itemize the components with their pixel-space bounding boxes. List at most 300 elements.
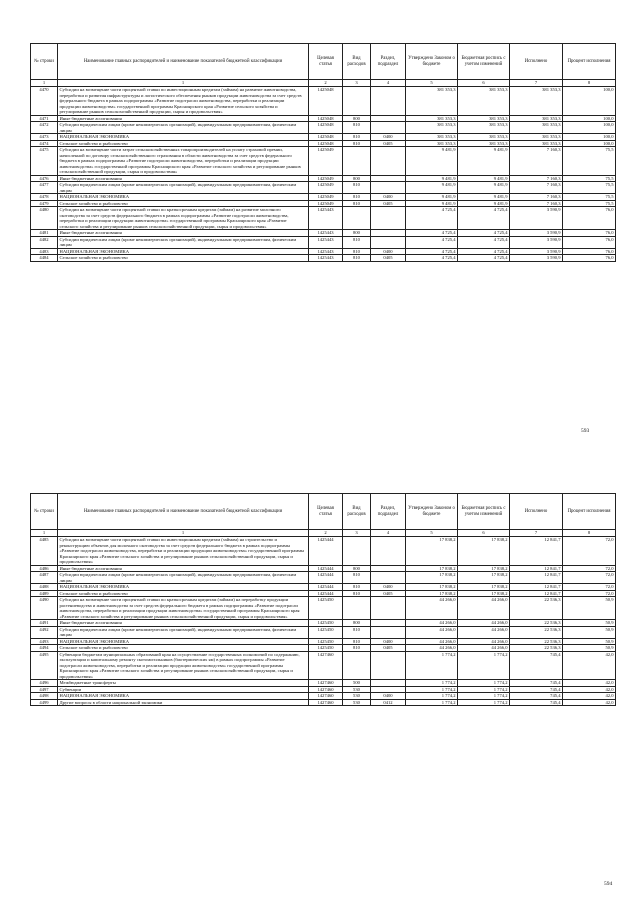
row-section: 0400 (371, 194, 406, 201)
row-budget: 381 353,3 (458, 87, 510, 116)
row-budget: 44 266,0 (458, 645, 510, 652)
row-name: Субсидии юридическим лицам (кроме некоммерческих организаций), индивидуальным предпринимателям, физическим лицам (58, 182, 309, 194)
table-row (31, 572, 616, 584)
row-number: 4497 (31, 686, 58, 693)
row-name: Иные бюджетные ассигнования (58, 115, 309, 122)
row-expense-type: 530 (343, 693, 371, 700)
row-name: Межбюджетные трансферты (58, 680, 309, 687)
row-approved: 17 838,2 (406, 590, 458, 597)
row-percent: 50,9 (563, 626, 616, 638)
row-budget: 44 266,0 (458, 597, 510, 620)
row-name: Сельское хозяйство и рыболовство (58, 645, 309, 652)
row-executed: 7 160,3 (510, 182, 563, 194)
row-percent: 76,0 (563, 236, 616, 248)
row-percent: 50,9 (563, 645, 616, 652)
row-target-article: 1425048 (309, 87, 343, 116)
row-section (371, 182, 406, 194)
row-section: 0405 (371, 255, 406, 262)
row-percent: 75,5 (563, 182, 616, 194)
row-target-article: 1425450 (309, 645, 343, 652)
row-percent: 50,9 (563, 620, 616, 627)
row-percent: 42,0 (563, 680, 616, 687)
row-expense-type: 810 (343, 255, 371, 262)
row-executed: 3 590,9 (510, 230, 563, 237)
row-budget: 381 353,3 (458, 134, 510, 141)
row-target-article: 1425048 (309, 122, 343, 134)
row-target-article: 1425049 (309, 147, 343, 176)
row-target-article: 1425048 (309, 115, 343, 122)
row-budget: 1 774,2 (458, 680, 510, 687)
row-name: НАЦИОНАЛЬНАЯ ЭКОНОМИКА (58, 134, 309, 141)
row-expense-type (343, 537, 371, 566)
header-approved: Утверждено Законом о бюджете (406, 44, 458, 80)
row-percent: 42,0 (563, 651, 616, 680)
row-number: 4475 (31, 147, 58, 176)
row-approved: 4 725,4 (406, 236, 458, 248)
row-section: 0400 (371, 638, 406, 645)
row-number: 4479 (31, 200, 58, 207)
row-approved: 44 266,0 (406, 638, 458, 645)
row-name: Субсидии юридическим лицам (кроме некоммерческих организаций), индивидуальным предпринимателям, физическим лицам (58, 572, 309, 584)
row-number: 4493 (31, 638, 58, 645)
table-row (31, 147, 616, 176)
row-section (371, 626, 406, 638)
row-number: 4474 (31, 140, 58, 147)
row-number: 4483 (31, 248, 58, 255)
row-section: 0412 (371, 699, 406, 706)
row-target-article: 1425443 (309, 236, 343, 248)
row-approved: 381 353,3 (406, 140, 458, 147)
header-num: № строки (31, 494, 58, 530)
row-percent: 42,0 (563, 686, 616, 693)
row-expense-type: 810 (343, 584, 371, 591)
row-number: 4484 (31, 255, 58, 262)
row-approved: 9 481,9 (406, 175, 458, 182)
header-budget: Бюджетная роспись с учетом изменений (458, 494, 510, 530)
row-executed: 12 841,7 (510, 584, 563, 591)
row-expense-type: 810 (343, 248, 371, 255)
row-number: 4495 (31, 651, 58, 680)
row-section: 0405 (371, 590, 406, 597)
row-budget: 1 774,2 (458, 693, 510, 700)
row-budget: 381 353,3 (458, 115, 510, 122)
row-expense-type: 800 (343, 175, 371, 182)
col-index: 8 (563, 80, 616, 87)
table-header-row (31, 44, 616, 80)
row-percent: 75,5 (563, 200, 616, 207)
row-name: Иные бюджетные ассигнования (58, 620, 309, 627)
row-budget: 9 481,9 (458, 147, 510, 176)
row-section (371, 597, 406, 620)
row-expense-type (343, 207, 371, 230)
row-expense-type: 810 (343, 638, 371, 645)
header-target: Целевая статья (309, 44, 343, 80)
row-number: 4496 (31, 680, 58, 687)
row-percent: 76,0 (563, 255, 616, 262)
row-name: Сельское хозяйство и рыболовство (58, 590, 309, 597)
header-target: Целевая статья (309, 494, 343, 530)
row-number: 4499 (31, 699, 58, 706)
row-name: НАЦИОНАЛЬНАЯ ЭКОНОМИКА (58, 693, 309, 700)
row-target-article: 1425049 (309, 175, 343, 182)
row-approved: 1 774,2 (406, 651, 458, 680)
col-index: 5 (406, 530, 458, 537)
header-section: Раздел, подраздел (371, 44, 406, 80)
col-index: 7 (510, 80, 563, 87)
row-expense-type: 810 (343, 236, 371, 248)
col-index: 1 (58, 80, 309, 87)
table-row (31, 626, 616, 638)
row-budget: 4 725,4 (458, 248, 510, 255)
row-section (371, 207, 406, 230)
row-target-article: 1427460 (309, 693, 343, 700)
table-row (31, 537, 616, 566)
col-index: 5 (406, 80, 458, 87)
row-target-article: 1425444 (309, 537, 343, 566)
row-budget: 9 481,9 (458, 182, 510, 194)
row-budget: 9 481,9 (458, 194, 510, 201)
budget-table-page-593 (30, 43, 616, 262)
row-executed: 22 536,3 (510, 597, 563, 620)
row-percent: 100,0 (563, 134, 616, 141)
row-executed: 12 841,7 (510, 565, 563, 572)
row-budget: 4 725,4 (458, 255, 510, 262)
row-executed: 7 160,3 (510, 200, 563, 207)
header-executed: Исполнено (510, 494, 563, 530)
row-percent: 75,5 (563, 194, 616, 201)
table-row (31, 236, 616, 248)
row-executed: 381 353,3 (510, 115, 563, 122)
col-index: 4 (371, 530, 406, 537)
header-name: Наименование главных распорядителей и наименование показателей бюджетной классификации (58, 494, 309, 530)
row-executed: 7 160,3 (510, 194, 563, 201)
row-approved: 17 838,2 (406, 537, 458, 566)
row-percent: 76,0 (563, 207, 616, 230)
row-percent: 72,0 (563, 565, 616, 572)
row-number: 4494 (31, 645, 58, 652)
row-number: 4485 (31, 537, 58, 566)
row-budget: 9 481,9 (458, 175, 510, 182)
row-section: 0400 (371, 248, 406, 255)
header-budget: Бюджетная роспись с учетом изменений (458, 44, 510, 80)
row-executed: 745,4 (510, 693, 563, 700)
row-name: Субсидии на возмещение части процентной ставки по краткосрочным кредитам (займам) на развитие молочного скотоводства за счет средств федерального бюджета в рамках подпрограммы «Развитие подотрасли животноводства, переработки и реализации продукции животноводства» государственной программы Красноярского края «Развитие сельского хозяйства и регулирование рынков сельскохозяйственной продукции, сырья и продовольствия» (58, 207, 309, 230)
row-expense-type: 810 (343, 134, 371, 141)
row-number: 4490 (31, 597, 58, 620)
row-target-article: 1425450 (309, 620, 343, 627)
header-section: Раздел, подраздел (371, 494, 406, 530)
row-expense-type (343, 651, 371, 680)
row-budget: 4 725,4 (458, 230, 510, 237)
row-approved: 44 266,0 (406, 626, 458, 638)
header-approved: Утверждено Законом о бюджете (406, 494, 458, 530)
row-approved: 1 774,2 (406, 686, 458, 693)
row-expense-type: 800 (343, 620, 371, 627)
row-section (371, 537, 406, 566)
col-index: 3 (343, 530, 371, 537)
row-approved: 9 481,9 (406, 194, 458, 201)
table-row (31, 597, 616, 620)
page-number: 594 (604, 881, 613, 887)
column-index-row (31, 530, 616, 537)
row-percent: 76,0 (563, 230, 616, 237)
row-approved: 1 774,2 (406, 699, 458, 706)
header-num: № строки (31, 44, 58, 80)
row-target-article: 1427460 (309, 686, 343, 693)
row-name: Другие вопросы в области национальной экономики (58, 699, 309, 706)
row-target-article: 1425444 (309, 572, 343, 584)
row-section (371, 572, 406, 584)
row-approved: 381 353,3 (406, 134, 458, 141)
table-row (31, 207, 616, 230)
row-percent: 50,9 (563, 597, 616, 620)
table-row (31, 182, 616, 194)
col-index: 7 (510, 530, 563, 537)
row-executed: 3 590,9 (510, 248, 563, 255)
row-expense-type: 810 (343, 182, 371, 194)
table-row (31, 699, 616, 706)
row-target-article: 1425450 (309, 626, 343, 638)
row-executed: 381 353,3 (510, 87, 563, 116)
row-budget: 381 353,3 (458, 122, 510, 134)
row-expense-type: 810 (343, 122, 371, 134)
row-approved: 381 353,3 (406, 115, 458, 122)
row-approved: 9 481,9 (406, 182, 458, 194)
row-number: 4470 (31, 87, 58, 116)
row-executed: 381 353,3 (510, 140, 563, 147)
row-name: НАЦИОНАЛЬНАЯ ЭКОНОМИКА (58, 248, 309, 255)
row-budget: 17 838,2 (458, 584, 510, 591)
row-target-article: 1425049 (309, 182, 343, 194)
row-percent: 72,0 (563, 590, 616, 597)
row-name: Субсидии юридическим лицам (кроме некоммерческих организаций), индивидуальным предпринимателям, физическим лицам (58, 236, 309, 248)
row-executed: 3 590,9 (510, 236, 563, 248)
row-name: Субсидии юридическим лицам (кроме некоммерческих организаций), индивидуальным предпринимателям, физическим лицам (58, 122, 309, 134)
row-section: 0400 (371, 584, 406, 591)
row-name: НАЦИОНАЛЬНАЯ ЭКОНОМИКА (58, 584, 309, 591)
row-target-article: 1425444 (309, 590, 343, 597)
row-number: 4491 (31, 620, 58, 627)
row-percent: 75,5 (563, 175, 616, 182)
row-expense-type: 530 (343, 686, 371, 693)
row-section (371, 87, 406, 116)
row-approved: 4 725,4 (406, 207, 458, 230)
row-percent: 100,0 (563, 122, 616, 134)
row-name: НАЦИОНАЛЬНАЯ ЭКОНОМИКА (58, 194, 309, 201)
row-target-article: 1425443 (309, 255, 343, 262)
row-executed: 381 353,3 (510, 134, 563, 141)
row-section (371, 651, 406, 680)
row-approved: 44 266,0 (406, 597, 458, 620)
row-target-article: 1425450 (309, 638, 343, 645)
row-budget: 17 838,2 (458, 537, 510, 566)
row-approved: 44 266,0 (406, 645, 458, 652)
row-target-article: 1427460 (309, 680, 343, 687)
table-row (31, 255, 616, 262)
row-percent: 72,0 (563, 537, 616, 566)
col-index: 1 (31, 530, 58, 537)
row-executed: 381 353,3 (510, 122, 563, 134)
row-target-article: 1427460 (309, 651, 343, 680)
row-percent: 42,0 (563, 693, 616, 700)
col-index: 1 (58, 530, 309, 537)
header-expense-type: Вид расходов (343, 494, 371, 530)
col-index: 4 (371, 80, 406, 87)
row-name: Сельское хозяйство и рыболовство (58, 255, 309, 262)
row-percent: 100,0 (563, 115, 616, 122)
row-approved: 4 725,4 (406, 230, 458, 237)
row-number: 4487 (31, 572, 58, 584)
header-percent: Процент исполнения (563, 494, 616, 530)
row-budget: 17 838,2 (458, 590, 510, 597)
row-budget: 1 774,2 (458, 651, 510, 680)
row-number: 4482 (31, 236, 58, 248)
row-percent: 75,5 (563, 147, 616, 176)
header-expense-type: Вид расходов (343, 44, 371, 80)
row-name: Субсидии на возмещение части процентной ставки по краткосрочным кредитам (займам) на переработку продукции растениеводства и животноводства за счет средств федерального бюджета в рамках подпрограммы «Развитие подотрасли животноводства, переработки и реализации продукции животноводства» государственной программы Красноярского края «Развитие сельского хозяйства и регулирование рынков сельскохозяйственной продукции, сырья и продовольствия» (58, 597, 309, 620)
row-expense-type: 810 (343, 590, 371, 597)
row-expense-type: 800 (343, 565, 371, 572)
row-number: 4477 (31, 182, 58, 194)
row-expense-type: 500 (343, 680, 371, 687)
row-budget: 1 774,2 (458, 686, 510, 693)
row-name: Иные бюджетные ассигнования (58, 175, 309, 182)
row-expense-type: 810 (343, 645, 371, 652)
row-executed: 22 536,3 (510, 620, 563, 627)
row-executed: 745,4 (510, 680, 563, 687)
row-target-article: 1425443 (309, 230, 343, 237)
row-budget: 44 266,0 (458, 626, 510, 638)
row-percent: 50,9 (563, 638, 616, 645)
row-executed: 22 536,3 (510, 645, 563, 652)
row-approved: 17 838,2 (406, 584, 458, 591)
row-executed: 3 590,9 (510, 255, 563, 262)
row-approved: 44 266,0 (406, 620, 458, 627)
row-percent: 42,0 (563, 699, 616, 706)
row-target-article: 1425049 (309, 194, 343, 201)
row-executed: 7 160,3 (510, 175, 563, 182)
row-percent: 100,0 (563, 87, 616, 116)
row-number: 4478 (31, 194, 58, 201)
row-number: 4472 (31, 122, 58, 134)
row-percent: 72,0 (563, 572, 616, 584)
row-target-article: 1425444 (309, 565, 343, 572)
row-number: 4471 (31, 115, 58, 122)
row-approved: 17 838,2 (406, 565, 458, 572)
header-name: Наименование главных распорядителей и наименование показателей бюджетной классификации (58, 44, 309, 80)
budget-table-page-594 (30, 493, 616, 706)
row-number: 4489 (31, 590, 58, 597)
row-percent: 100,0 (563, 140, 616, 147)
row-name: Субсидии на возмещение части процентной ставки по инвестиционным кредитам (займам) на строительство и реконструкцию объектов для молочного скотоводства за счет средств федерального бюджета в рамках подпрограммы «Развитие подотрасли животноводства, переработки и реализации продукции животноводства» государственной программы Красноярского края «Развитие сельского хозяйства и регулирование рынков сельскохозяйственной продукции, сырья и продовольствия» (58, 537, 309, 566)
row-name: НАЦИОНАЛЬНАЯ ЭКОНОМИКА (58, 638, 309, 645)
row-budget: 381 353,3 (458, 140, 510, 147)
row-executed: 12 841,7 (510, 572, 563, 584)
row-expense-type: 810 (343, 200, 371, 207)
row-target-article: 1425444 (309, 584, 343, 591)
row-target-article: 1425048 (309, 140, 343, 147)
col-index: 6 (458, 530, 510, 537)
row-approved: 1 774,2 (406, 680, 458, 687)
row-number: 4481 (31, 230, 58, 237)
row-budget: 17 838,2 (458, 565, 510, 572)
row-expense-type: 800 (343, 115, 371, 122)
row-section (371, 122, 406, 134)
row-section: 0400 (371, 693, 406, 700)
row-number: 4473 (31, 134, 58, 141)
col-index: 3 (343, 80, 371, 87)
row-expense-type: 810 (343, 194, 371, 201)
row-budget: 4 725,4 (458, 207, 510, 230)
row-name: Иные бюджетные ассигнования (58, 230, 309, 237)
row-section: 0400 (371, 134, 406, 141)
page-number: 593 (581, 428, 590, 434)
row-executed: 745,4 (510, 651, 563, 680)
col-index: 1 (31, 80, 58, 87)
row-budget: 44 266,0 (458, 620, 510, 627)
row-approved: 9 481,9 (406, 147, 458, 176)
row-approved: 381 353,3 (406, 87, 458, 116)
col-index: 2 (309, 80, 343, 87)
row-percent: 72,0 (563, 584, 616, 591)
row-expense-type: 810 (343, 626, 371, 638)
row-number: 4476 (31, 175, 58, 182)
row-name: Иные бюджетные ассигнования (58, 565, 309, 572)
row-expense-type (343, 147, 371, 176)
row-section (371, 236, 406, 248)
row-executed: 745,4 (510, 686, 563, 693)
row-target-article: 1425443 (309, 248, 343, 255)
row-percent: 76,0 (563, 248, 616, 255)
row-name: Субсидии на возмещение части затрат сельскохозяйственных товаропроизводителей на уплату страховой премии, начисленной по договору сельскохозяйственного страхования в области животноводства за счет средств федерального бюджета в рамках подпрограммы «Развитие подотрасли животноводства, переработки и реализации продукции животноводства» государственной программы Красноярского края «Развитие сельского хозяйства и регулирование рынков сельскохозяйственной продукции, сырья и продовольствия» (58, 147, 309, 176)
row-section (371, 147, 406, 176)
row-expense-type: 800 (343, 230, 371, 237)
row-target-article: 1425048 (309, 134, 343, 141)
column-index-row (31, 80, 616, 87)
row-section: 0405 (371, 140, 406, 147)
row-target-article: 1425450 (309, 597, 343, 620)
row-number: 4480 (31, 207, 58, 230)
row-number: 4488 (31, 584, 58, 591)
table-row (31, 87, 616, 116)
row-target-article: 1425049 (309, 200, 343, 207)
row-executed: 3 590,9 (510, 207, 563, 230)
row-number: 4498 (31, 693, 58, 700)
row-executed: 12 841,7 (510, 590, 563, 597)
row-approved: 381 353,3 (406, 122, 458, 134)
header-percent: Процент исполнения (563, 44, 616, 80)
row-executed: 22 536,3 (510, 638, 563, 645)
row-expense-type (343, 87, 371, 116)
row-number: 4492 (31, 626, 58, 638)
header-executed: Исполнено (510, 44, 563, 80)
row-target-article: 1425443 (309, 207, 343, 230)
row-name: Субвенции бюджетам муниципальных образований края на осуществление государственных полномочий по содержанию, эксплуатации и капитальному ремонту скотомогильников (биотермических ям) в рамках подпрограммы «Развитие подотрасли животноводства, переработки и реализации продукции животноводства» государственной программы Красноярского края «Развитие сельского хозяйства и регулирование рынков сельскохозяйственной продукции, сырья и продовольствия» (58, 651, 309, 680)
row-executed: 12 841,7 (510, 537, 563, 566)
row-approved: 17 838,2 (406, 572, 458, 584)
row-approved: 4 725,4 (406, 248, 458, 255)
row-name: Сельское хозяйство и рыболовство (58, 140, 309, 147)
col-index: 6 (458, 80, 510, 87)
row-expense-type: 810 (343, 140, 371, 147)
row-budget: 9 481,9 (458, 200, 510, 207)
row-budget: 1 774,2 (458, 699, 510, 706)
row-approved: 4 725,4 (406, 255, 458, 262)
row-approved: 1 774,2 (406, 693, 458, 700)
row-executed: 745,4 (510, 699, 563, 706)
row-approved: 9 481,9 (406, 200, 458, 207)
row-budget: 44 266,0 (458, 638, 510, 645)
